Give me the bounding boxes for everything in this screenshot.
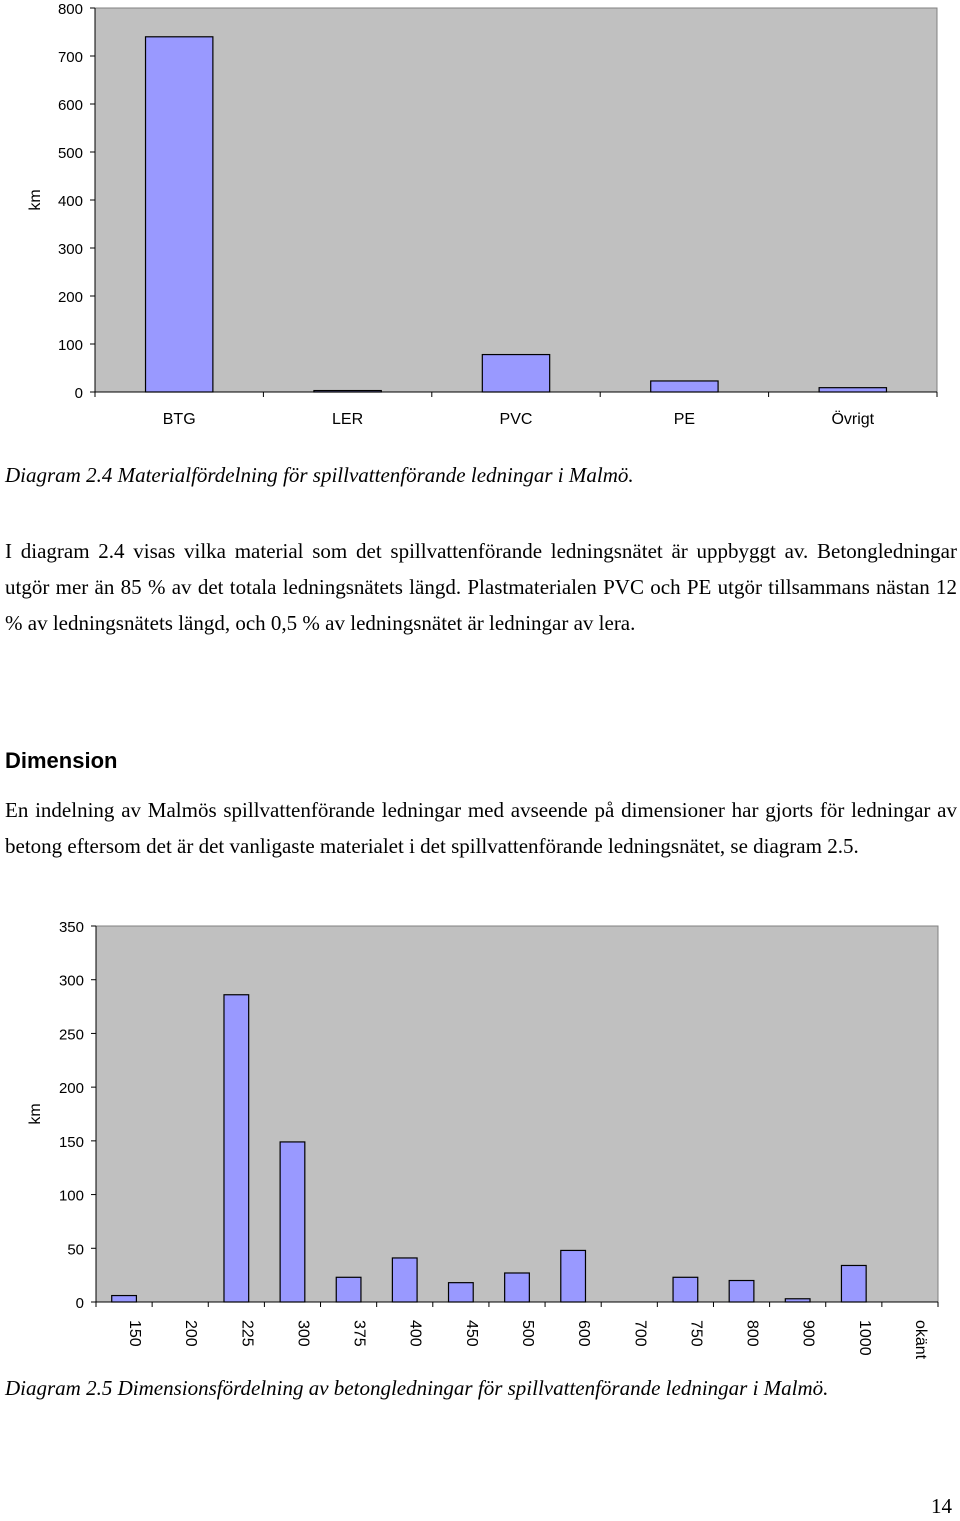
chart2-x-tick-label: 800 <box>743 1320 761 1347</box>
chart2-x-tick-label: 700 <box>631 1320 649 1347</box>
chart2-y-tick-label: 350 <box>58 919 84 936</box>
chart2-x-tick-label: 400 <box>406 1320 424 1347</box>
page-number: 14 <box>931 1494 952 1518</box>
chart1-y-tick-label: 700 <box>57 49 83 66</box>
chart1-x-tick-label: PE <box>673 411 696 428</box>
chart1-y-tick-label: 200 <box>57 289 83 306</box>
chart1-y-tick-label: 500 <box>57 145 83 162</box>
chart2-x-tick-label: 600 <box>575 1320 593 1347</box>
chart1-y-tick-label: 300 <box>57 241 83 258</box>
chart2-y-tick-label: 150 <box>58 1133 84 1151</box>
chart2-bar <box>336 1277 361 1302</box>
chart2-bar <box>449 1283 474 1302</box>
material-paragraph: I diagram 2.4 visas vilka material som det spillvattenförande ledningsnätet är uppbyggt av. Betongledningar utgör mer än 85 % av det totala ledningsnätets längd. Plastmaterialen PVC och PE utgör tillsammans nästan 12 % av ledningsnätets längd, och 0,5 % av ledningsnätet är ledningar av lera. <box>5 539 957 635</box>
chart1-bar <box>314 391 381 392</box>
chart2-bar <box>729 1281 754 1302</box>
chart1-y-tick-label: 100 <box>57 337 83 354</box>
dimension-heading: Dimension <box>5 748 118 773</box>
chart1-bar <box>819 388 886 392</box>
chart2-x-tick-label: 1000 <box>855 1320 873 1356</box>
chart2-x-tick-label: 500 <box>519 1320 536 1347</box>
chart2-x-tick-label: 750 <box>687 1320 705 1347</box>
chart2-bar <box>280 1142 305 1302</box>
chart1-x-tick-label: PVC <box>499 411 533 428</box>
chart2-plot-area <box>96 926 938 1302</box>
chart2-bar <box>392 1258 417 1302</box>
diagram-2-5-caption: Diagram 2.5 Dimensionsfördelning av betongledningar för spillvattenförande ledningar i Malmö. <box>5 1376 829 1400</box>
chart2-x-tick-label: okänt <box>911 1320 929 1360</box>
chart1-x-tick-label: LER <box>332 411 364 428</box>
chart2-bar <box>505 1273 530 1302</box>
chart2-bar <box>841 1265 866 1302</box>
chart2-x-tick-label: 900 <box>799 1320 817 1347</box>
chart2-bar <box>785 1299 810 1302</box>
chart2-y-tick-label: 100 <box>58 1187 84 1205</box>
chart1-y-tick-label: 0 <box>74 385 83 402</box>
diagram-2-4-caption: Diagram 2.4 Materialfördelning för spillvattenförande ledningar i Malmö. <box>5 463 634 487</box>
chart1-y-axis-label: km <box>27 189 44 211</box>
dimension-paragraph: En indelning av Malmös spillvattenförande ledningar med avseende på dimensioner har gjorts för ledningar av betong eftersom det är det vanligaste materialet i det spillvattenförande ledningsnätet, se diagram 2.5. <box>5 798 957 858</box>
chart2-y-tick-label: 50 <box>67 1241 84 1259</box>
chart2-x-tick-label: 200 <box>182 1320 200 1347</box>
chart2-x-tick-label: 150 <box>126 1320 144 1347</box>
chart1-plot-area <box>95 8 937 392</box>
chart2-y-tick-label: 0 <box>75 1295 84 1312</box>
chart2-x-tick-label: 375 <box>350 1320 368 1347</box>
dimension-distribution-chart <box>0 910 960 1370</box>
chart1-y-tick-label: 800 <box>57 1 83 18</box>
chart2-x-tick-label: 450 <box>462 1320 480 1347</box>
chart1-bar <box>146 37 213 392</box>
chart2-y-axis-label: km <box>27 1103 44 1125</box>
chart1-x-tick-label: BTG <box>162 411 196 428</box>
chart2-x-tick-label: 225 <box>238 1320 256 1347</box>
material-distribution-chart <box>0 0 960 440</box>
chart2-y-tick-label: 200 <box>58 1080 84 1098</box>
chart2-bar <box>673 1277 698 1302</box>
chart2-y-tick-label: 250 <box>58 1026 84 1044</box>
chart1-bar <box>651 381 718 392</box>
chart2-y-tick-label: 300 <box>58 972 84 990</box>
chart1-bar <box>482 355 549 392</box>
chart2-bar <box>561 1250 586 1302</box>
chart2-bar <box>112 1296 137 1302</box>
chart2-x-tick-label: 300 <box>294 1320 312 1347</box>
chart2-bar <box>224 995 249 1302</box>
chart1-y-tick-label: 600 <box>57 97 83 114</box>
chart1-y-tick-label: 400 <box>57 193 83 210</box>
chart1-x-tick-label: Övrigt <box>831 411 875 428</box>
